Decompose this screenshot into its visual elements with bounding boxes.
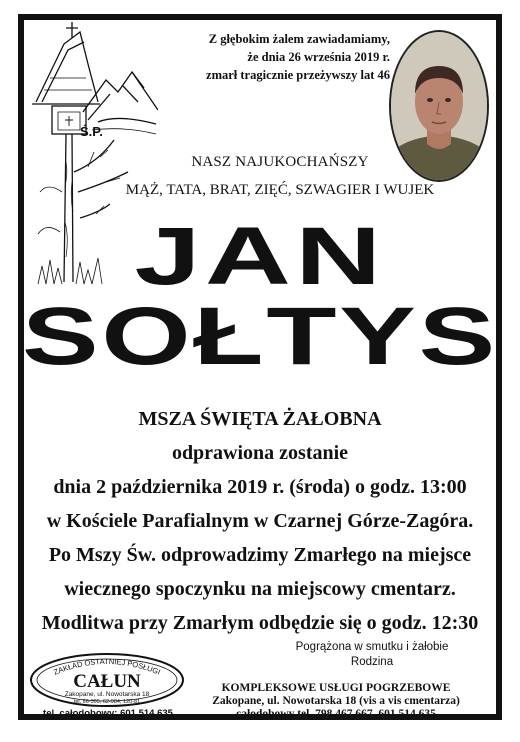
logo-phone-line: tel. całodobowy: 601 514 635 xyxy=(43,708,173,719)
deceased-first-name: JAN xyxy=(134,211,386,302)
mass-line: Po Mszy Św. odprowadzimy Zmarłego na miejsce xyxy=(48,544,472,566)
funeral-mass-details xyxy=(0,402,520,640)
calun-funeral-home-logo xyxy=(28,652,186,708)
epithet-line-2: MĄŻ, TATA, BRAT, ZIĘĆ, SZWAGIER I WUJEK xyxy=(125,182,435,198)
mass-place-line: w Kościele Parafialnym w Czarnej Górze-Zagóra. xyxy=(46,510,474,532)
mass-heading: MSZA ŚWIĘTA ŻAŁOBNA xyxy=(138,408,382,430)
firm-name: KOMPLEKSOWE USŁUGI POGRZEBOWE xyxy=(221,682,451,694)
mass-line: wiecznego spoczynku na miejscowy cmentarz. xyxy=(64,578,456,600)
announcement-intro xyxy=(150,30,390,84)
intro-line: zmarł tragicznie przeżywszy lat 46 xyxy=(206,68,390,82)
logo-brand: CAŁUN xyxy=(73,671,141,692)
mass-date-line: dnia 2 października 2019 r. (środa) o godz. 13:00 xyxy=(53,476,467,498)
prayer-time-line: Modlitwa przy Zmarłym odbędzie się o godz. 12:30 xyxy=(41,612,479,634)
mourners-signature xyxy=(262,640,482,670)
firm-address: Zakopane, ul. Nowotarska 18 (vis a vis cmentarza) xyxy=(212,695,460,707)
firm-phone: całodobowy tel. 798 467 667, 601 514 635 xyxy=(236,708,436,720)
mass-line: odprawiona zostanie xyxy=(171,442,349,464)
deceased-last-name: SOŁTYS xyxy=(21,291,499,382)
mourners-line: Pogrążona w smutku i żałobie xyxy=(295,641,449,653)
funeral-home-info xyxy=(186,682,486,721)
intro-line: Z głębokim żalem zawiadamiamy, xyxy=(208,32,390,46)
logo-arc-top: ZAKŁAD OSTATNIEJ POSŁUGI xyxy=(52,656,162,677)
sp-abbreviation: Ś.P. xyxy=(80,124,103,139)
mourners-family: Rodzina xyxy=(350,656,394,668)
logo-phones: tel. 66-305, 62-984, 120-81 xyxy=(73,699,141,705)
logo-address: Zakopane, ul. Nowotarska 18 xyxy=(64,691,150,698)
epithet-line-1: NASZ NAJUKOCHAŃSZY xyxy=(191,154,369,170)
intro-line: że dnia 26 września 2019 r. xyxy=(247,50,390,64)
